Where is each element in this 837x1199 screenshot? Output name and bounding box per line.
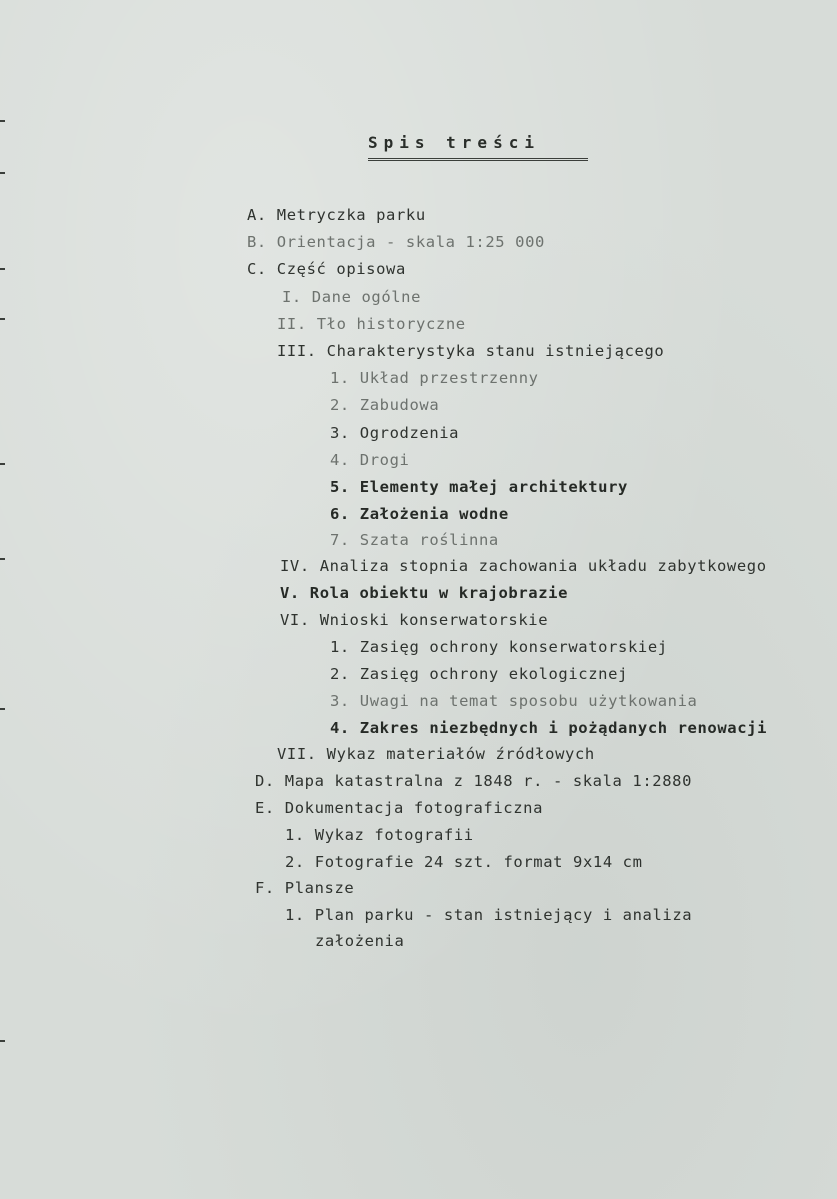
toc-entry-c-iii-1: 1. Układ przestrzenny bbox=[330, 369, 539, 387]
toc-entry-c-iii-6: 6. Założenia wodne bbox=[330, 505, 509, 523]
toc-entry-c-vi-1: 1. Zasięg ochrony konserwatorskiej bbox=[330, 638, 668, 656]
margin-mark bbox=[0, 1040, 5, 1042]
toc-entry-c-iv: IV. Analiza stopnia zachowania układu zabytkowego bbox=[280, 557, 767, 575]
margin-mark bbox=[0, 268, 5, 270]
toc-entry-b: B. Orientacja - skala 1:25 000 bbox=[247, 233, 545, 251]
toc-entry-c: C. Część opisowa bbox=[247, 260, 406, 278]
toc-entry-c-v: V. Rola obiektu w krajobrazie bbox=[280, 584, 569, 602]
title-underline bbox=[368, 158, 588, 161]
toc-entry-c-iii-3: 3. Ogrodzenia bbox=[330, 424, 460, 442]
toc-entry-c-vi-2: 2. Zasięg ochrony ekologicznej bbox=[330, 665, 628, 683]
page-title: Spis treści bbox=[368, 133, 540, 152]
toc-entry-c-iii-2: 2. Zabudowa bbox=[330, 396, 440, 414]
toc-entry-d: D. Mapa katastralna z 1848 r. - skala 1:2880 bbox=[255, 772, 692, 790]
margin-mark bbox=[0, 558, 5, 560]
toc-entry-e: E. Dokumentacja fotograficzna bbox=[255, 799, 544, 817]
toc-entry-c-vii: VII. Wykaz materiałów źródłowych bbox=[277, 745, 595, 763]
toc-entry-c-vi-3: 3. Uwagi na temat sposobu użytkowania bbox=[330, 692, 698, 710]
toc-entry-c-iii-5: 5. Elementy małej architektury bbox=[330, 478, 628, 496]
toc-entry-c-iii-4: 4. Drogi bbox=[330, 451, 410, 469]
margin-mark bbox=[0, 318, 5, 320]
toc-entry-f-1: 1. Plan parku - stan istniejący i analiza bbox=[285, 906, 693, 924]
toc-entry-c-ii: II. Tło historyczne bbox=[277, 315, 466, 333]
margin-mark bbox=[0, 708, 5, 710]
toc-entry-c-iii: III. Charakterystyka stanu istniejącego bbox=[277, 342, 665, 360]
toc-entry-c-i: I. Dane ogólne bbox=[282, 288, 422, 306]
margin-mark bbox=[0, 120, 5, 122]
toc-entry-c-vi-4: 4. Zakres niezbędnych i pożądanych renowacji bbox=[330, 719, 767, 737]
toc-entry-c-iii-7: 7. Szata roślinna bbox=[330, 531, 499, 549]
toc-entry-e-2: 2. Fotografie 24 szt. format 9x14 cm bbox=[285, 853, 643, 871]
toc-entry-f: F. Plansze bbox=[255, 879, 355, 897]
toc-entry-f-1-continuation: założenia bbox=[315, 932, 405, 950]
toc-entry-a: A. Metryczka parku bbox=[247, 206, 426, 224]
margin-mark bbox=[0, 172, 5, 174]
margin-mark bbox=[0, 463, 5, 465]
toc-entry-e-1: 1. Wykaz fotografii bbox=[285, 826, 474, 844]
toc-entry-c-vi: VI. Wnioski konserwatorskie bbox=[280, 611, 549, 629]
